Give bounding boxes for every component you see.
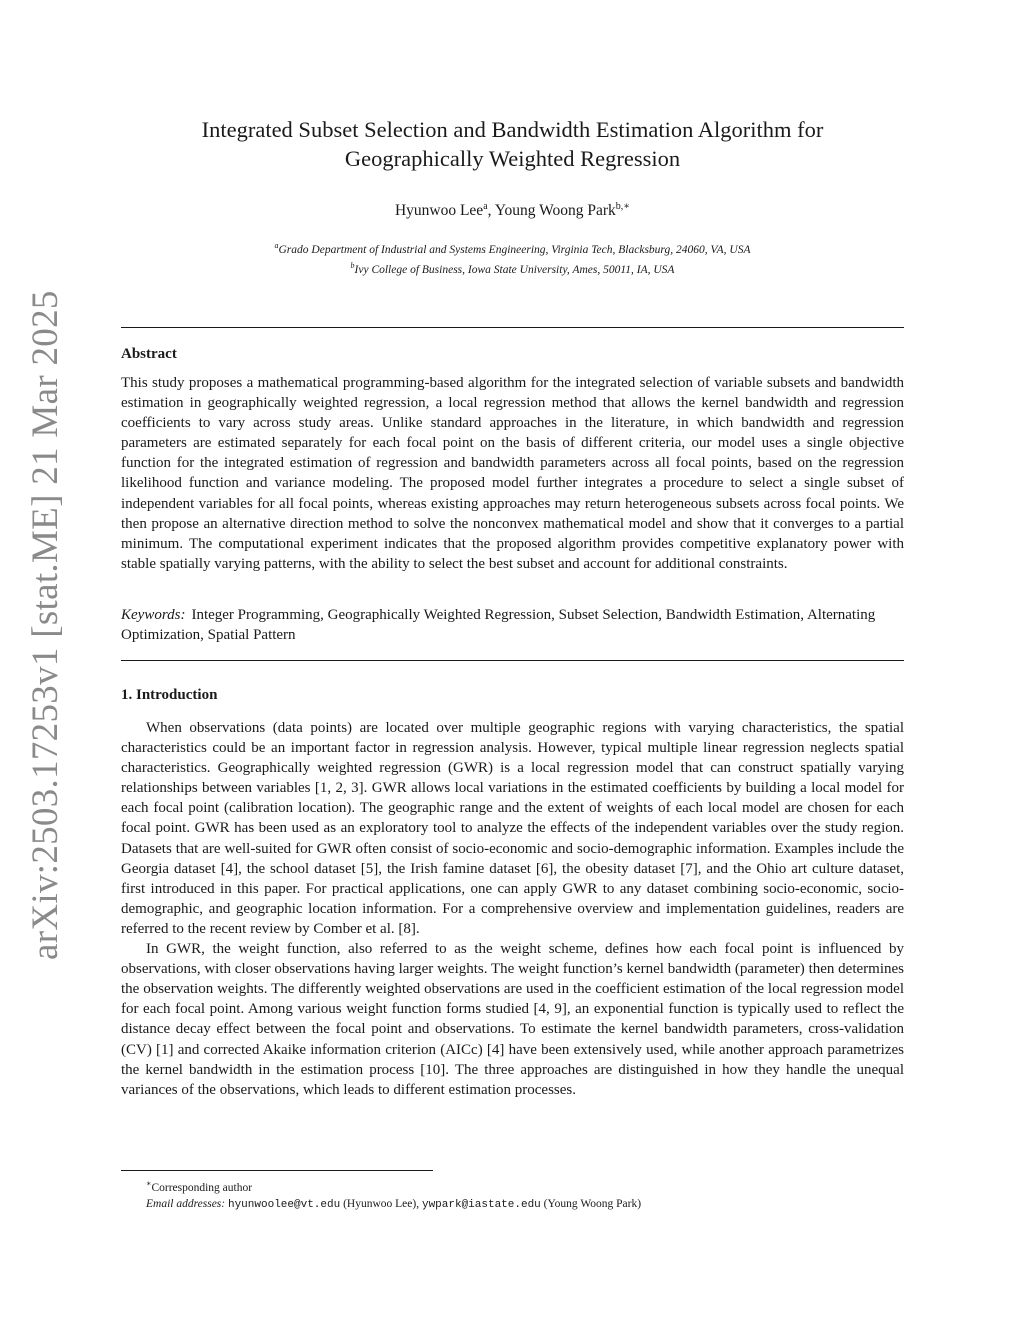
footnote-marker: ∗ xyxy=(146,1179,152,1188)
affiliation-marker: a xyxy=(483,201,488,212)
abstract-heading: Abstract xyxy=(121,346,177,362)
section-heading: 1. Introduction xyxy=(121,687,218,703)
email-owner: (Hyunwoo Lee), xyxy=(340,1197,422,1210)
affiliation-a xyxy=(121,238,904,258)
keywords xyxy=(121,605,904,645)
footnote-text: Corresponding author xyxy=(151,1181,253,1194)
affiliation-marker: b,∗ xyxy=(615,201,631,212)
paper-title xyxy=(121,115,904,173)
footnote-corresponding xyxy=(146,1176,906,1196)
abstract-body: This study proposes a mathematical programming-based algorithm for the integrated selection of variable subsets and bandwidth estimation in geographically weighted regression, a local regression method that allows the kernel bandwidth and regression coefficients to vary across study areas. Unlike standard approaches in the literature, in which bandwidth and regression parameters are estimated separately for each focal point on the basis of different criteria, our model uses a single objective function for the integrated estimation of regression and bandwidth parameters across all focal points, based on the regression likelihood function and variance modeling. The proposed model further integrates a procedure to select a single subset of independent variables for all focal points, whereas existing approaches may return heterogeneous subsets across focal points. We then propose an alternative direction method to solve the nonconvex mathematical model and show that it converges to a partial minimum. The computational experiment indicates that the proposed algorithm provides competitive explanatory power with stable spatially varying patterns, with the ability to select the best subset and account for additional constraints. xyxy=(121,375,904,572)
affiliation-marker: a xyxy=(274,241,279,250)
affiliation-text: Grado Department of Industrial and Systems Engineering, Virginia Tech, Blacksburg, 24060, VA, USA xyxy=(278,243,751,256)
arxiv-identifier: arXiv:2503.17253v1 [stat.ME] 21 Mar 2025 xyxy=(25,290,66,960)
affiliation-b xyxy=(121,258,904,278)
paragraph: In GWR, the weight function, also referred to as the weight scheme, defines how each focal point is influenced by observations, with closer observations having larger weights. The weight function’s kernel bandwidth (parameter) then determines the observation weights. The differently weighted observations are used in the coefficient estimation of the local regression model for each focal point. Among various weight function forms studied [4, 9], an exponential function is typically used to reflect the distance decay effect between the focal point and observations. To estimate the kernel bandwidth parameters, cross-validation (CV) [1] and corrected Akaike information criterion (AICc) [4] have been extensively used, while another approach parametrizes the kernel bandwidth in the estimation process [10]. The three approaches are distinguished in how they handle the unequal variances of the observations, which leads to different estimation processes. xyxy=(121,941,904,1098)
introduction-body xyxy=(121,718,904,1100)
title-line-1: Integrated Subset Selection and Bandwidth Estimation Algorithm for xyxy=(201,117,824,142)
keywords-text: Integer Programming, Geographically Weighted Regression, Subset Selection, Bandwidth Estimation, Alternating Optimization, Spatial Pattern xyxy=(121,607,876,644)
keywords-label: Keywords: xyxy=(121,607,186,623)
email-link[interactable]: hyunwoolee@vt.edu xyxy=(227,1198,341,1211)
footnotes xyxy=(146,1176,906,1213)
email-label: Email addresses: xyxy=(146,1197,226,1210)
author-separator: , xyxy=(487,202,495,220)
email-owner: (Young Woong Park) xyxy=(540,1197,642,1210)
affiliations xyxy=(121,238,904,278)
affiliation-text: Ivy College of Business, Iowa State University, Ames, 50011, IA, USA xyxy=(354,263,675,276)
divider xyxy=(121,660,904,661)
footnote-emails xyxy=(146,1196,906,1213)
affiliation-marker: b xyxy=(350,260,355,270)
author-list xyxy=(121,201,904,220)
title-line-2: Geographically Weighted Regression xyxy=(344,146,681,171)
author-name: Young Woong Park xyxy=(494,202,616,220)
paragraph: When observations (data points) are located over multiple geographic regions with varying characteristics, the spatial characteristics could be an important factor in regression analysis. However, typical multiple linear regression neglects spatial characteristics. Geographically weighted regression (GWR) is a local regression model that can construct spatially varying relationships between variables [1, 2, 3]. GWR allows local variations in the estimated coefficients by building a local model for each focal point (calibration location). The geographic range and the extent of weights of each local model are chosen for each focal point. GWR has been used as an exploratory tool to analyze the effects of the independent variables over the study region. Datasets that are well-suited for GWR often consist of socio-economic and socio-demographic information. Examples include the Georgia dataset [4], the school dataset [5], the Irish famine dataset [6], the obesity dataset [7], and the Ohio art culture dataset, first introduced in this paper. For practical applications, one can apply GWR to any dataset combining socio-economic, socio-demographic, and geographic location information. For a comprehensive overview and implementation guidelines, readers are referred to the recent review by Comber et al. [8]. xyxy=(121,720,904,937)
divider xyxy=(121,327,904,328)
email-link[interactable]: ywpark@iastate.edu xyxy=(421,1198,541,1211)
footnote-rule xyxy=(121,1170,433,1171)
author-name: Hyunwoo Lee xyxy=(394,202,484,220)
